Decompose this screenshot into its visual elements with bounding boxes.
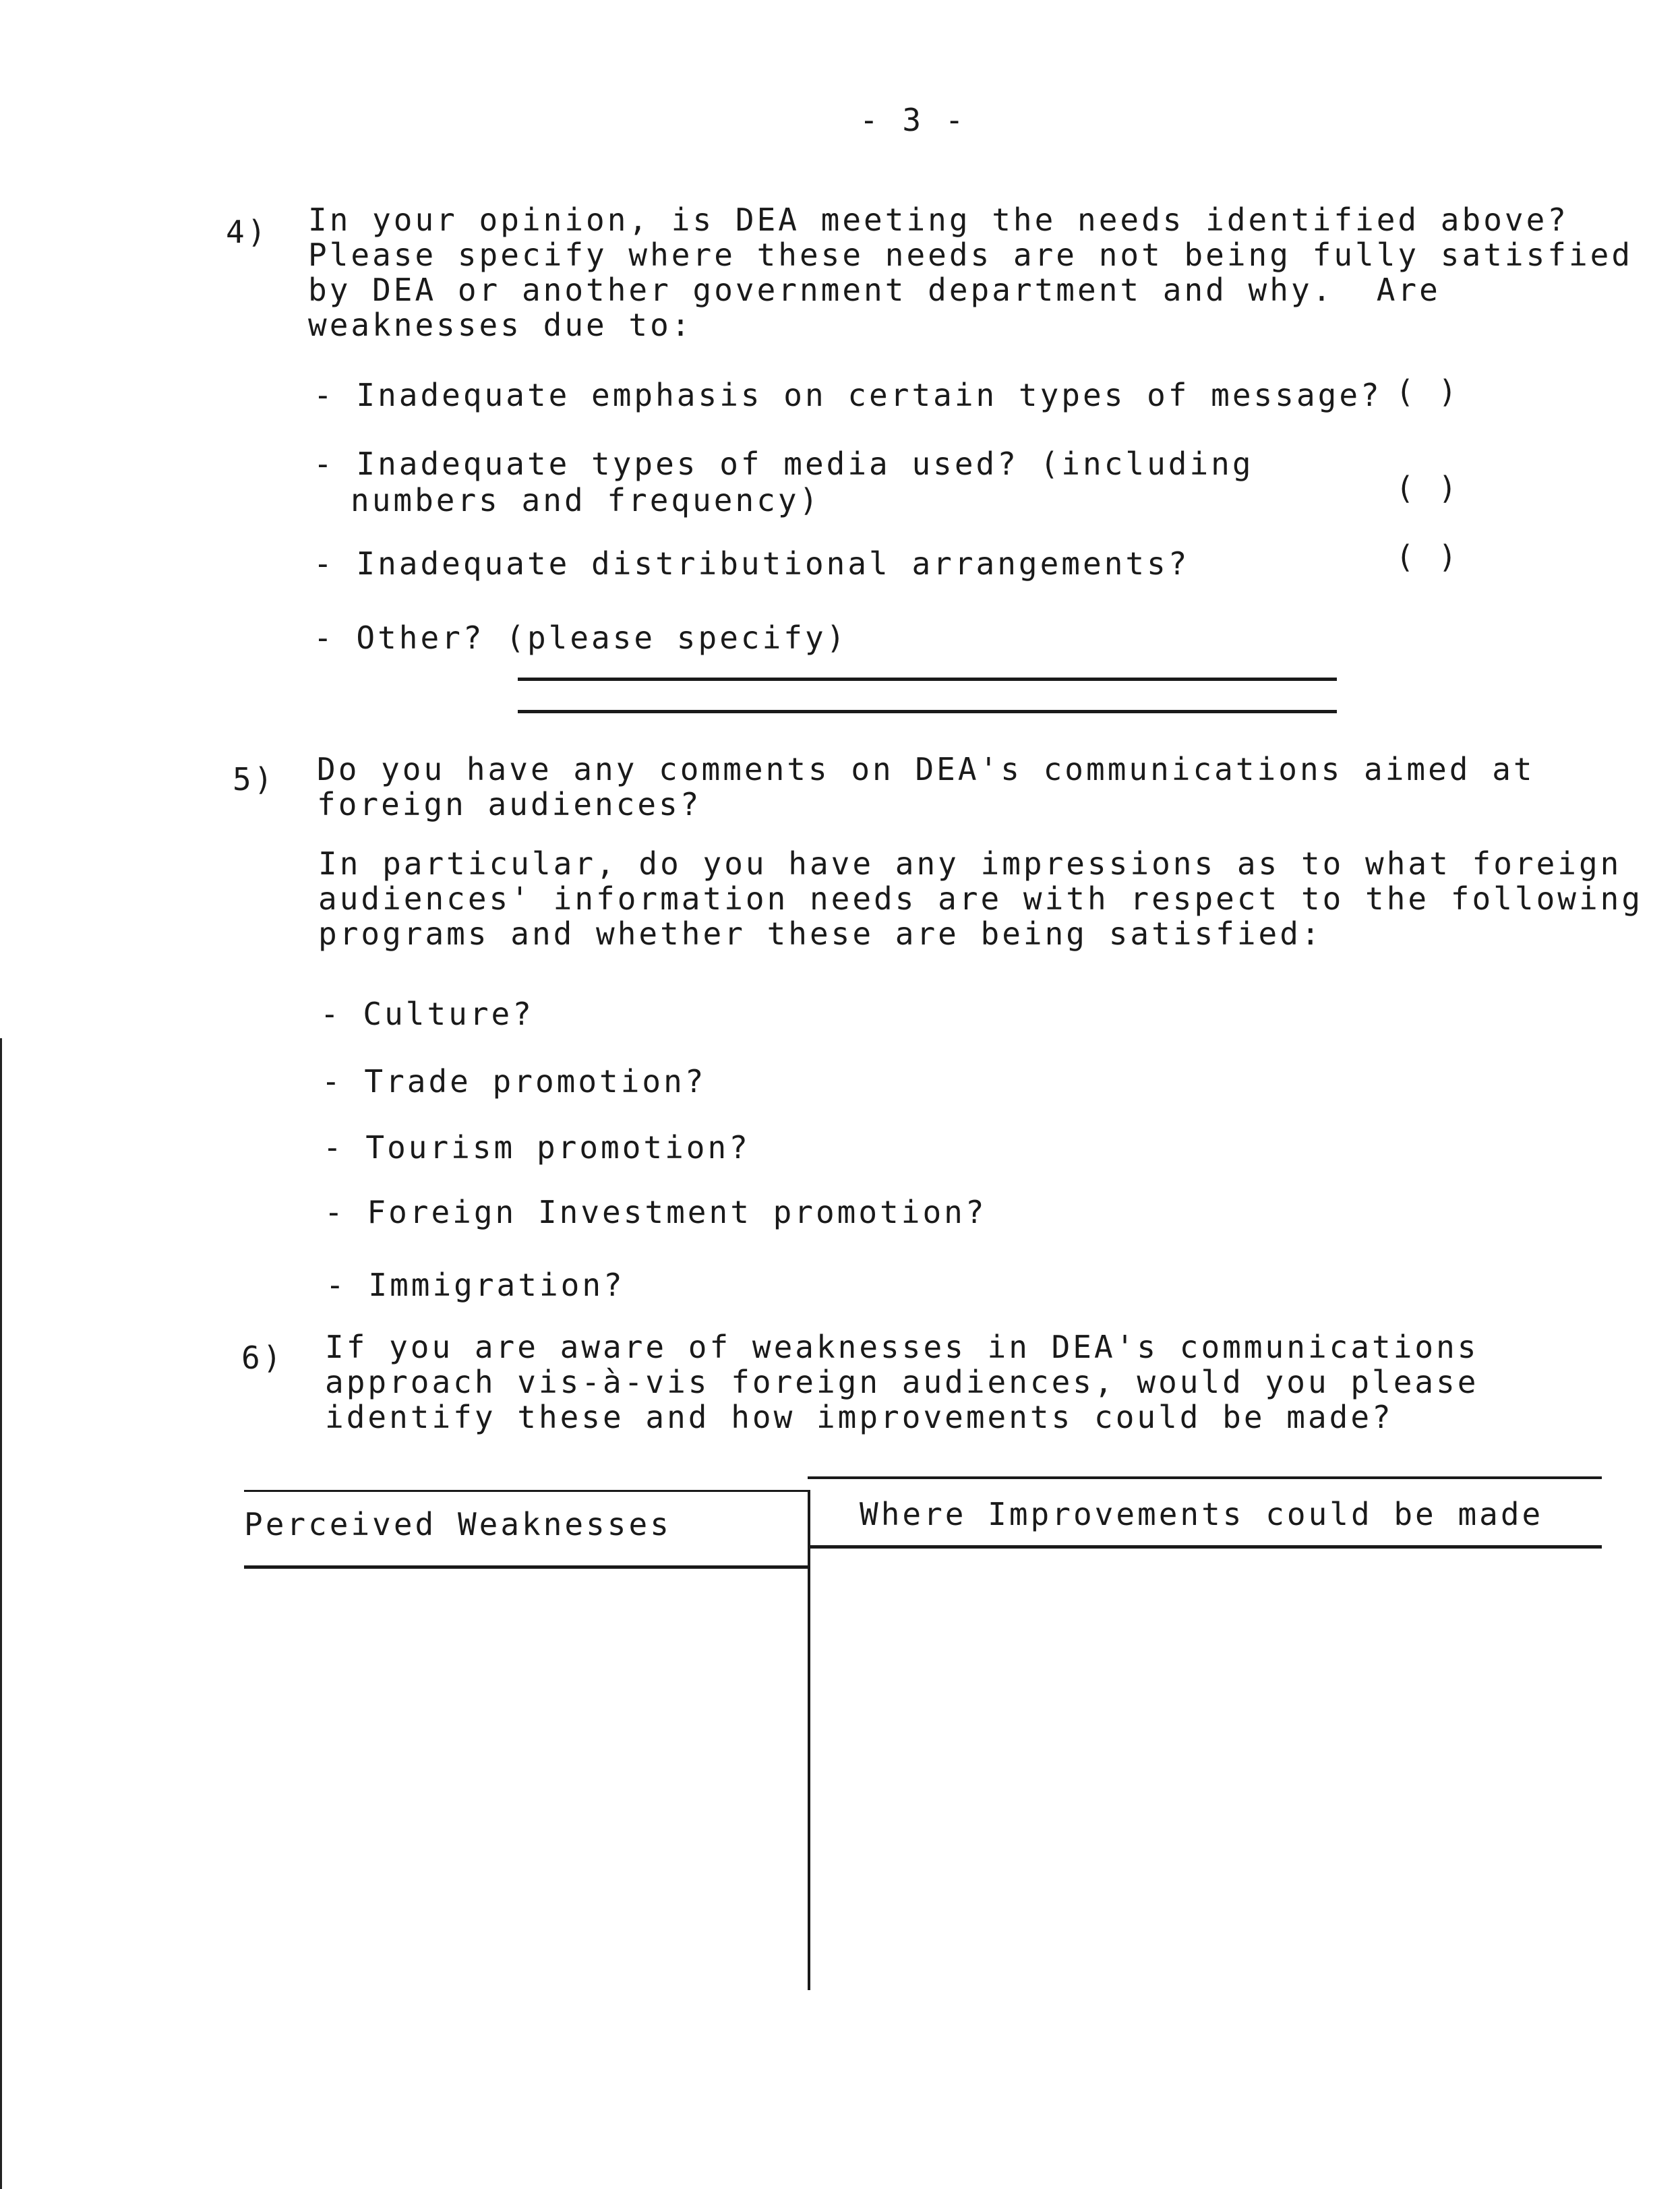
column-header-weaknesses: Perceived Weaknesses xyxy=(244,1506,671,1542)
weaknesses-answer-area[interactable] xyxy=(244,1571,804,1989)
column-header-improvements: Where Improvements could be made xyxy=(860,1496,1544,1532)
q4-number: 4) xyxy=(226,214,269,250)
q4-text-line1: In your opinion, is DEA meeting the needs identified above? xyxy=(308,202,1569,238)
q4-option-3: - Inadequate distributional arrangements? xyxy=(313,545,1190,582)
q5-text-line1: Do you have any comments on DEA's communications aimed at xyxy=(317,751,1535,787)
q5-program-1: - Culture? xyxy=(320,996,534,1032)
q4-option-1: - Inadequate emphasis on certain types of message? xyxy=(313,377,1382,413)
q5-detail-line2: audiences' information needs are with respect to the following xyxy=(318,880,1644,917)
q5-text-line2: foreign audiences? xyxy=(317,786,702,822)
q5-program-2: - Trade promotion? xyxy=(322,1063,707,1100)
q5-program-5: - Immigration? xyxy=(326,1267,625,1303)
table-column-divider xyxy=(808,1490,810,1990)
answer-line-1[interactable] xyxy=(518,678,1337,681)
scan-edge xyxy=(0,1038,2,2189)
table-top-border-left xyxy=(244,1490,810,1492)
q4-option-2-line2: numbers and frequency) xyxy=(351,482,821,518)
q5-program-3: - Tourism promotion? xyxy=(323,1129,750,1166)
q4-checkbox-3[interactable]: ( ) xyxy=(1396,539,1460,575)
q4-text-line2: Please specify where these needs are not being fully satisfied xyxy=(308,237,1633,273)
table-header-rule-right xyxy=(808,1545,1602,1549)
q4-checkbox-2[interactable]: ( ) xyxy=(1396,470,1460,506)
page-number: - 3 - xyxy=(860,102,967,138)
q6-text-line2: approach vis-à-vis foreign audiences, would you please xyxy=(325,1364,1479,1400)
q4-text-line4: weaknesses due to: xyxy=(308,307,693,343)
q6-text-line1: If you are aware of weaknesses in DEA's communications xyxy=(325,1329,1479,1365)
q6-text-line3: identify these and how improvements could be made? xyxy=(325,1399,1393,1435)
q4-checkbox-1[interactable]: ( ) xyxy=(1396,373,1460,410)
q5-detail-line1: In particular, do you have any impressions as to what foreign xyxy=(318,845,1622,882)
q5-detail-line3: programs and whether these are being satisfied: xyxy=(318,916,1323,952)
answer-line-2[interactable] xyxy=(518,710,1337,713)
q5-program-4: - Foreign Investment promotion? xyxy=(324,1194,987,1230)
q4-option-2-line1: - Inadequate types of media used? (including xyxy=(313,446,1254,482)
table-top-border-right xyxy=(808,1476,1602,1479)
q6-number: 6) xyxy=(241,1340,284,1376)
improvements-answer-area[interactable] xyxy=(813,1551,1598,1989)
q5-number: 5) xyxy=(233,761,276,798)
q4-text-line3: by DEA or another government department and why. Are xyxy=(308,272,1441,308)
q4-option-4: - Other? (please specify) xyxy=(313,620,848,656)
table-header-rule-left xyxy=(244,1565,810,1569)
